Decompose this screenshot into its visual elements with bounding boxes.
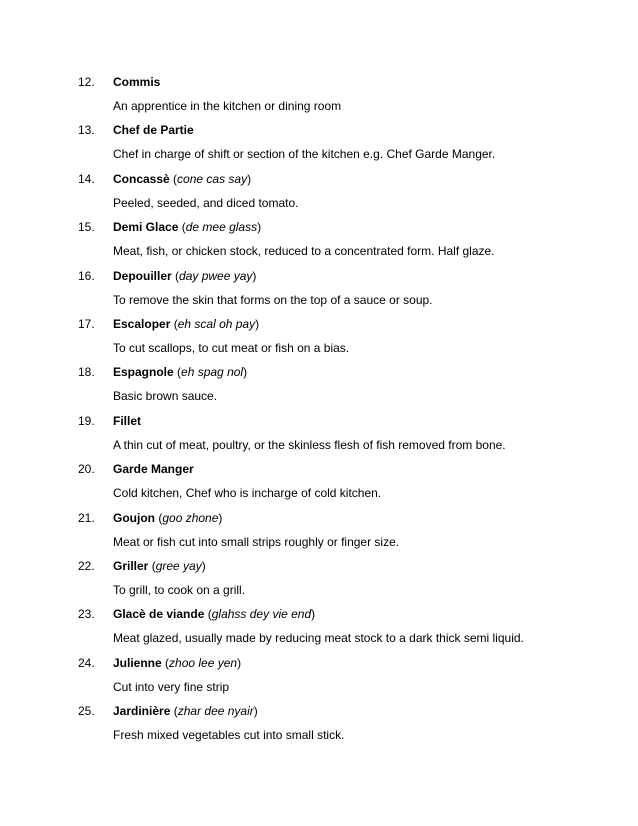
glossary-entry: 23. Glacè de viande (glahss dey vie end) Meat glazed, usually made by reducing meat stock to a dark thick semi liquid. <box>0 602 638 650</box>
entry-number: 23. <box>78 607 95 622</box>
entry-number: 13. <box>78 123 95 138</box>
glossary-entry <box>0 118 638 166</box>
entry-definition: Peeled, seeded, and diced tomato. <box>113 195 299 210</box>
entry-number: 21. <box>78 510 95 525</box>
glossary-list <box>0 70 638 747</box>
entry-number: 17. <box>78 316 95 331</box>
entry-pronunciation: de mee glass <box>185 220 258 235</box>
entry-pronunciation: gree yay <box>155 558 202 573</box>
glossary-entry: 24. Julienne (zhoo lee yen) Cut into very fine strip <box>0 651 638 699</box>
entry-number: 14. <box>78 171 95 186</box>
entry-term: Chef de Partie <box>113 123 194 138</box>
entry-pronunciation: goo zhone <box>162 510 219 525</box>
entry-term: Depouiller <box>113 268 172 283</box>
entry-number: 18. <box>78 365 95 380</box>
entry-term: Demi Glace <box>113 220 179 235</box>
entry-number: 16. <box>78 268 95 283</box>
entry-definition: Meat or fish cut into small strips roughly or finger size. <box>113 534 400 549</box>
entry-number: 22. <box>78 558 95 573</box>
entry-pronunciation: eh spag nol <box>181 365 244 380</box>
glossary-entry: 14. Concassè (cone cas say) Peeled, seeded, and diced tomato. <box>0 167 638 215</box>
entry-term: Goujon <box>113 510 155 525</box>
entry-term: Julienne <box>113 655 162 670</box>
entry-definition: Cold kitchen, Chef who is incharge of cold kitchen. <box>113 486 382 501</box>
entry-pronunciation: glahss dey vie end <box>211 607 312 622</box>
glossary-entry: 17. Escaloper (eh scal oh pay) To cut scallops, to cut meat or fish on a bias. <box>0 312 638 360</box>
entry-pronunciation: zhoo lee yen <box>169 655 238 670</box>
entry-term: Commis <box>113 75 161 89</box>
entry-pronunciation: eh scal oh pay <box>177 316 256 331</box>
glossary-entry: 15. Demi Glace (de mee glass) Meat, fish, or chicken stock, reduced to a concentrated form. Half glaze. <box>0 215 638 263</box>
glossary-entry: 25. Jardinière (zhar dee nyair) Fresh mixed vegetables cut into small stick. <box>0 699 638 747</box>
glossary-entry: 22. Griller (gree yay) To grill, to cook on a grill. <box>0 554 638 602</box>
entry-pronunciation: cone cas say <box>177 171 248 186</box>
entry-number: 15. <box>78 220 95 235</box>
glossary-entry <box>0 457 638 505</box>
entry-definition: Fresh mixed vegetables cut into small stick. <box>113 728 345 743</box>
entry-definition: A thin cut of meat, poultry, or the skinless flesh of fish removed from bone. <box>113 437 506 452</box>
entry-number: 20. <box>78 462 95 477</box>
entry-number: 24. <box>78 655 95 670</box>
entry-definition: Meat glazed, usually made by reducing meat stock to a dark thick semi liquid. <box>113 631 524 646</box>
entry-number: 19. <box>78 413 95 428</box>
entry-definition: Chef in charge of shift or section of the kitchen e.g. Chef Garde Manger. <box>113 147 496 162</box>
entry-term: Espagnole <box>113 365 174 380</box>
entry-definition: To remove the skin that forms on the top of a sauce or soup. <box>113 292 433 307</box>
glossary-entry <box>0 70 638 118</box>
entry-term: Griller <box>113 558 149 573</box>
glossary-entry: 18. Espagnole (eh spag nol) Basic brown sauce. <box>0 360 638 408</box>
entry-term: Garde Manger <box>113 462 194 477</box>
entry-definition: An apprentice in the kitchen or dining room <box>113 99 342 113</box>
glossary-entry: 21. Goujon (goo zhone) Meat or fish cut into small strips roughly or finger size. <box>0 506 638 554</box>
entry-definition: Cut into very fine strip <box>113 679 230 694</box>
entry-term: Jardinière <box>113 704 171 719</box>
glossary-entry <box>0 409 638 457</box>
entry-pronunciation: zhar dee nyair <box>177 704 254 719</box>
entry-definition: To cut scallops, to cut meat or fish on a bias. <box>113 340 350 355</box>
entry-term: Fillet <box>113 413 142 428</box>
entry-definition: Basic brown sauce. <box>113 389 218 404</box>
glossary-entry: 16. Depouiller (day pwee yay) To remove the skin that forms on the top of a sauce or soup. <box>0 264 638 312</box>
entry-term: Escaloper <box>113 316 171 331</box>
entry-number: 25. <box>78 704 95 719</box>
glossary-page <box>0 70 638 747</box>
entry-pronunciation: day pwee yay <box>179 268 253 283</box>
entry-term: Concassè <box>113 171 170 186</box>
entry-term: Glacè de viande <box>113 607 205 622</box>
entry-definition: Meat, fish, or chicken stock, reduced to a concentrated form. Half glaze. <box>113 244 495 259</box>
entry-number: 12. <box>78 75 95 89</box>
entry-definition: To grill, to cook on a grill. <box>113 582 246 597</box>
